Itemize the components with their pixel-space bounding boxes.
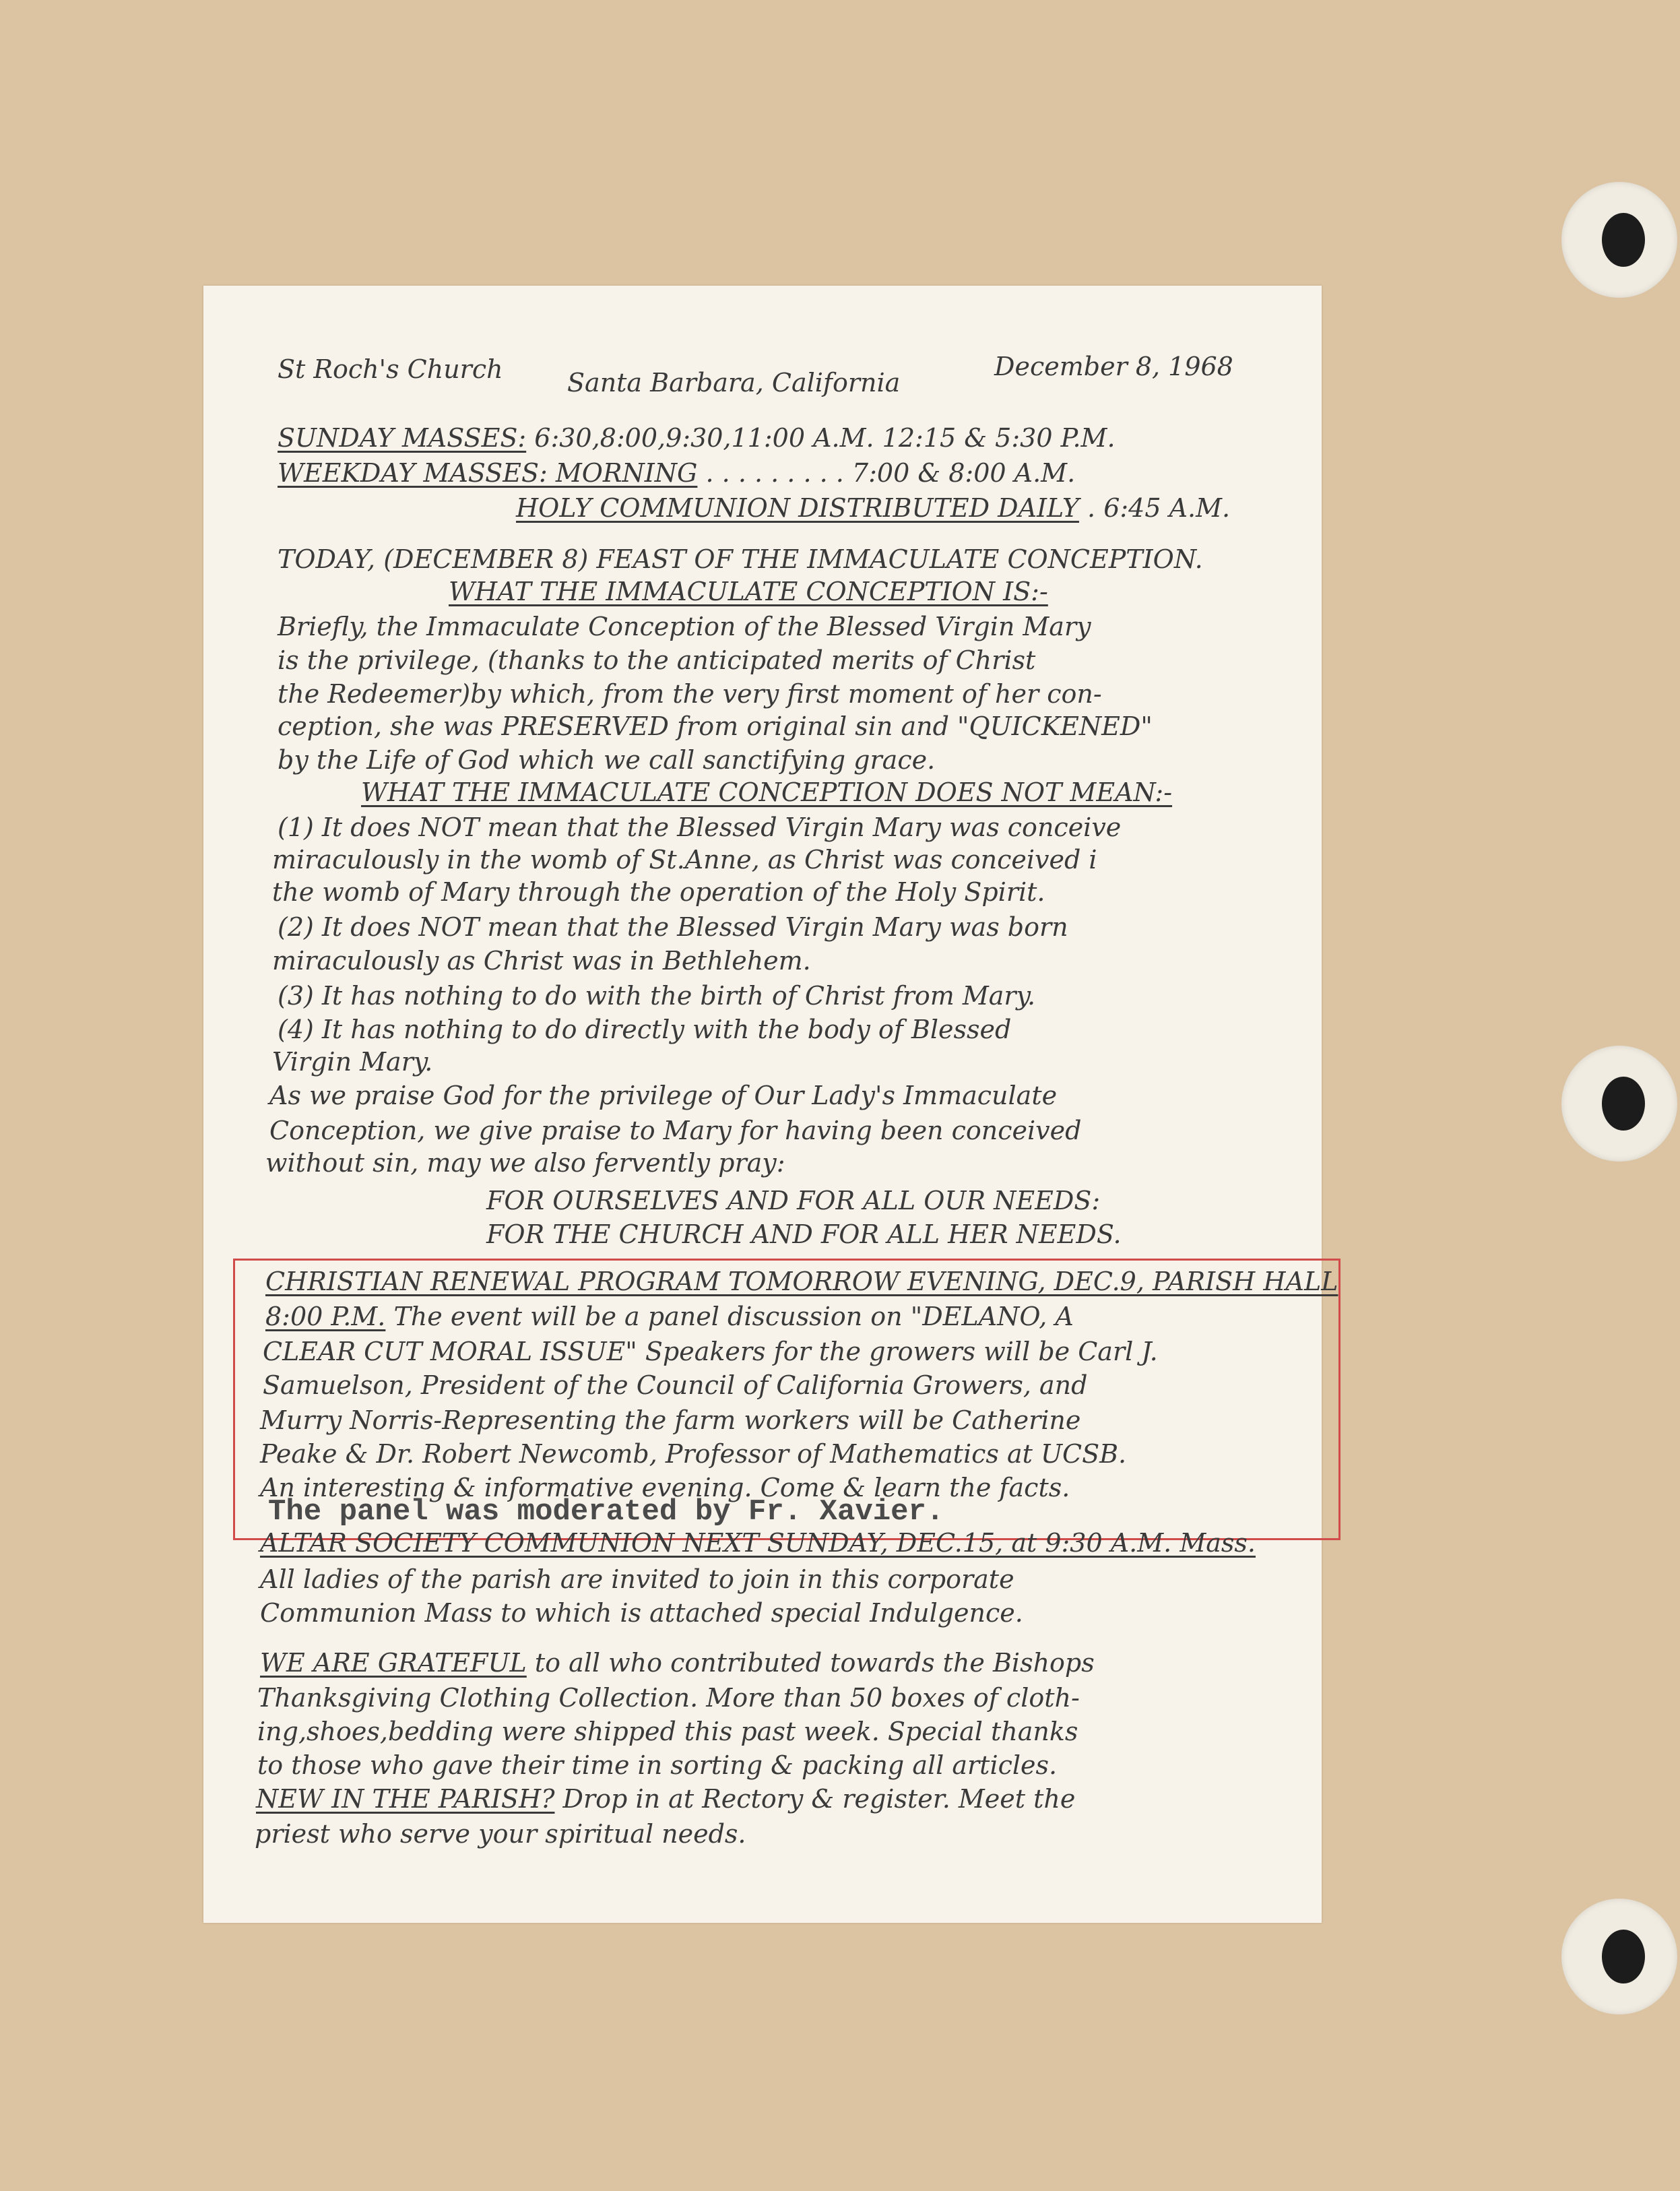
renewal-line [265, 1302, 1074, 1331]
punch-hole [1602, 213, 1645, 267]
communion-daily-label: HOLY COMMUNION DISTRIBUTED DAILY [516, 493, 1079, 523]
new-parish-rest: Drop in at Rectory & register. Meet the [554, 1784, 1076, 1814]
bulletin-date: December 8, 1968 [994, 352, 1233, 381]
renewal-line: Samuelson, President of the Council of California Growers, and [263, 1370, 1088, 1400]
altar-heading: ALTAR SOCIETY COMMUNION NEXT SUNDAY, DEC.15, at 9:30 A.M. Mass. [260, 1528, 1256, 1558]
altar-line: Communion Mass to which is attached special Indulgence. [260, 1598, 1023, 1628]
new-parish-label: NEW IN THE PARISH? [256, 1784, 555, 1814]
grateful-line: to those who gave their time in sorting & packing all articles. [257, 1750, 1058, 1780]
new-parish-line: priest who serve your spiritual needs. [255, 1819, 746, 1849]
point-line: Virgin Mary. [272, 1047, 433, 1077]
renewal-heading: CHRISTIAN RENEWAL PROGRAM TOMORROW EVENING, DEC.9, PARISH HALL [265, 1267, 1338, 1296]
weekday-masses-label: WEEKDAY MASSES: MORNING [278, 458, 698, 488]
typed-annotation: The panel was moderated by Fr. Xavier. [268, 1495, 944, 1529]
renewal-line: Peake & Dr. Robert Newcomb, Professor of Mathematics at UCSB. [260, 1439, 1127, 1469]
renewal-line: An interesting & informative evening. Come & learn the facts. [260, 1473, 1070, 1502]
prayer-line: FOR THE CHURCH AND FOR ALL HER NEEDS. [486, 1219, 1122, 1249]
definition-line: the Redeemer)by which, from the very first moment of her con- [278, 679, 1102, 709]
grateful-line: ing,shoes,bedding were shipped this past week. Special thanks [257, 1717, 1078, 1746]
definition-line: Briefly, the Immaculate Conception of the Blessed Virgin Mary [278, 612, 1091, 641]
sunday-masses [278, 423, 1116, 453]
definition-line: by the Life of God which we call sanctifying grace. [278, 745, 936, 775]
renewal-line-rest: The event will be a panel discussion on "DELANO, A [385, 1302, 1074, 1331]
grateful-rest: to all who contributed towards the Bishops [526, 1648, 1095, 1678]
sunday-masses-times: 6:30,8:00,9:30,11:00 A.M. 12:15 & 5:30 P.M. [534, 423, 1116, 453]
definition-line: ception, she was PRESERVED from original sin and "QUICKENED" [278, 711, 1153, 741]
praise-line: without sin, may we also fervently pray: [265, 1148, 785, 1178]
praise-line: As we praise God for the privilege of Our Lady's Immaculate [269, 1081, 1058, 1110]
definition-line: is the privilege, (thanks to the anticipated merits of Christ [278, 645, 1036, 675]
church-name: St Roch's Church [278, 354, 503, 384]
binder-ring-middle [1561, 1046, 1677, 1162]
point-line: (3) It has nothing to do with the birth of Christ from Mary. [278, 981, 1036, 1011]
sunday-masses-label: SUNDAY MASSES: [278, 423, 527, 453]
grateful-label: WE ARE GRATEFUL [260, 1648, 527, 1678]
praise-line: Conception, we give praise to Mary for having been conceived [269, 1116, 1082, 1145]
point-line: miraculously as Christ was in Bethlehem. [272, 946, 811, 976]
point-line: the womb of Mary through the operation of the Holy Spirit. [272, 877, 1045, 907]
what-is-heading: WHAT THE IMMACULATE CONCEPTION IS:- [449, 577, 1048, 606]
grateful-line: Thanksgiving Clothing Collection. More than 50 boxes of cloth- [257, 1683, 1080, 1713]
communion-daily [516, 493, 1230, 523]
renewal-time: 8:00 P.M. [265, 1302, 386, 1331]
binder-ring-top [1561, 182, 1677, 298]
feast-title: TODAY, (DECEMBER 8) FEAST OF THE IMMACULATE CONCEPTION. [278, 544, 1203, 574]
point-line: (2) It does NOT mean that the Blessed Virgin Mary was born [278, 912, 1068, 942]
does-not-mean-heading: WHAT THE IMMACULATE CONCEPTION DOES NOT MEAN:- [361, 777, 1173, 807]
weekday-masses [278, 458, 1075, 488]
point-line: (4) It has nothing to do directly with the body of Blessed [278, 1015, 1012, 1044]
new-parish-line [256, 1784, 1075, 1814]
communion-daily-time: . 6:45 A.M. [1087, 493, 1231, 523]
grateful-line [260, 1648, 1095, 1678]
punch-hole [1602, 1930, 1645, 1983]
weekday-masses-times: . . . . . . . . . 7:00 & 8:00 A.M. [705, 458, 1076, 488]
altar-line: All ladies of the parish are invited to join in this corporate [260, 1564, 1014, 1594]
point-line: miraculously in the womb of St.Anne, as Christ was conceived i [272, 845, 1097, 875]
renewal-line: Murry Norris-Representing the farm workers will be Catherine [260, 1405, 1081, 1435]
point-line: (1) It does NOT mean that the Blessed Virgin Mary was conceive [278, 813, 1122, 842]
punch-hole [1602, 1077, 1645, 1131]
binder-ring-bottom [1561, 1899, 1677, 2014]
renewal-line: CLEAR CUT MORAL ISSUE" Speakers for the growers will be Carl J. [263, 1337, 1158, 1366]
prayer-line: FOR OURSELVES AND FOR ALL OUR NEEDS: [486, 1186, 1101, 1215]
church-city: Santa Barbara, California [567, 368, 901, 398]
